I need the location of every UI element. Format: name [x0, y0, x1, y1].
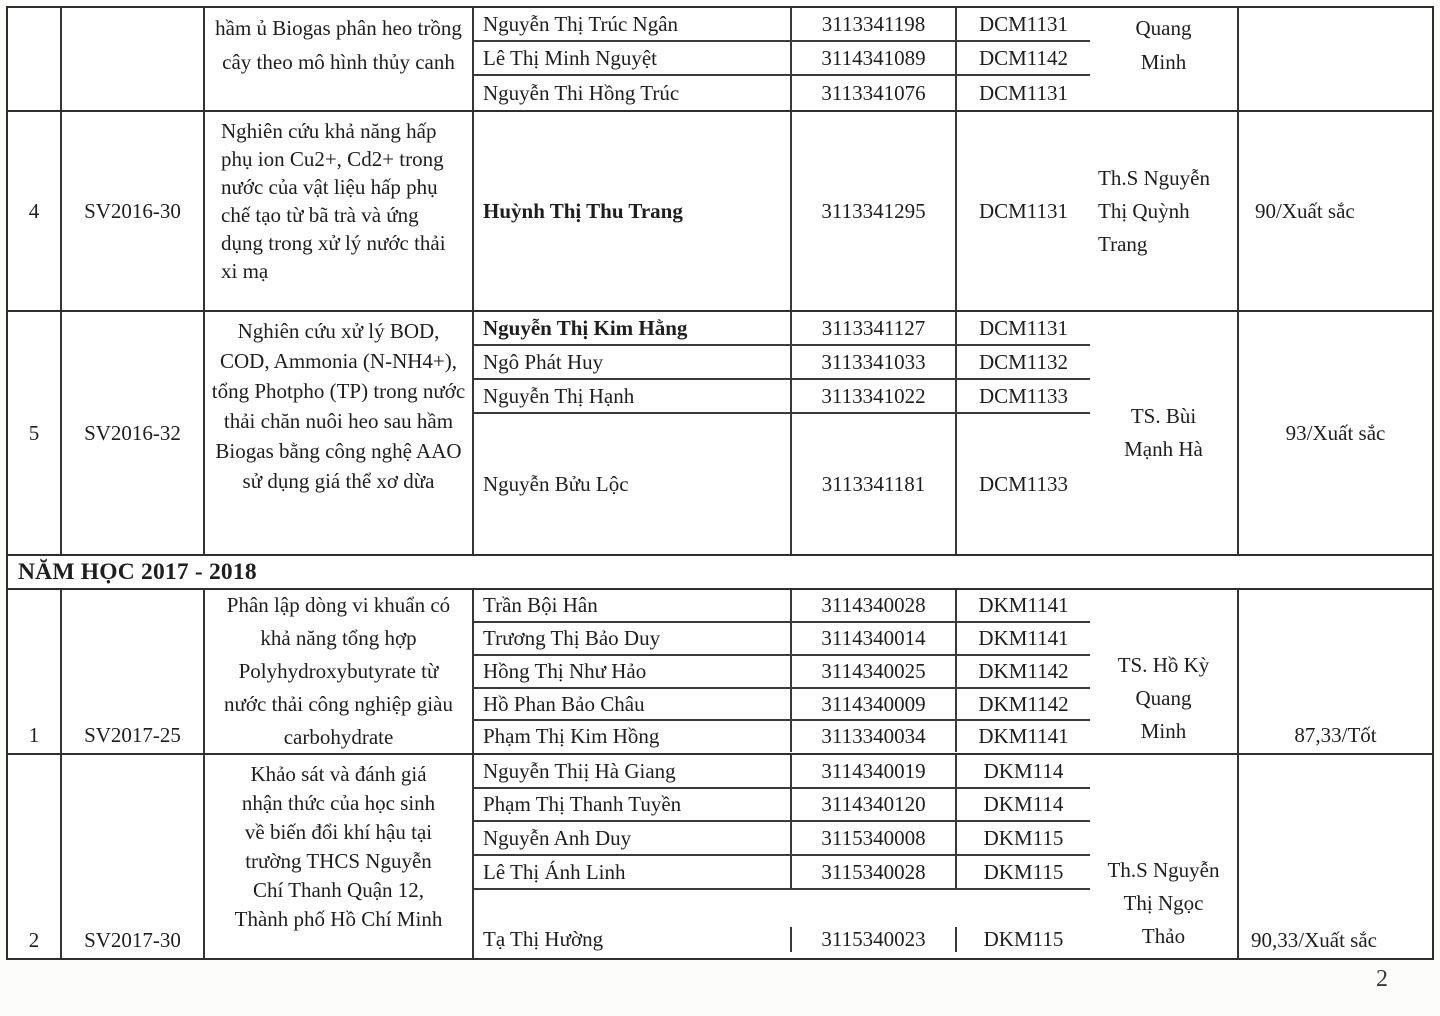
- section-header-row: [8, 556, 1432, 590]
- score-value: 93/Xuất sắc: [1285, 420, 1386, 445]
- student-name-cell: Phạm Thị Kim Hồng: [474, 721, 792, 752]
- student-name-cell: Tạ Thị Hường: [474, 927, 792, 952]
- table-row: [474, 789, 1090, 822]
- table-row: [474, 76, 1090, 110]
- advisor-name: Th.S Nguyễn Thị Quỳnh Trang: [1098, 165, 1210, 256]
- project-title-cell: [205, 312, 474, 554]
- class-code-cell: DKM115: [983, 859, 1064, 884]
- score-value: 90,33/Xuất sắc: [1251, 928, 1377, 952]
- table-row: [474, 590, 1090, 623]
- student-id-cell: 3113341127: [792, 312, 957, 344]
- score-cell: [1239, 755, 1432, 958]
- student-id-cell: 3114340009: [792, 689, 957, 719]
- table-row: [474, 890, 1090, 958]
- class-code-cell: DCM1131: [978, 80, 1069, 105]
- class-code-cell: DCM1142: [978, 45, 1069, 70]
- class-code-cell: DCM1132: [978, 349, 1069, 374]
- students-column: [474, 590, 1090, 753]
- project-block-2017-2: [8, 755, 1432, 958]
- student-id-cell: 3113340034: [792, 721, 957, 752]
- student-name-cell: Nguyễn Thị Trúc Ngân: [474, 8, 792, 40]
- student-id-cell: 3115340028: [792, 856, 957, 888]
- student-id-cell: 3113341181: [792, 414, 957, 554]
- student-name-cell: Nguyễn Anh Duy: [474, 822, 792, 854]
- project-title: Phân lập dòng vi khuẩn có khả năng tổng hợp Polyhydroxybutyrate từ nước thải công nghiệp giàu carbohydrate: [224, 593, 453, 749]
- class-code-cell: DKM1142: [978, 691, 1069, 716]
- project-block-5: [8, 312, 1432, 556]
- stt-cell: 1: [8, 590, 62, 753]
- student-name-cell: Ngô Phát Huy: [474, 346, 792, 378]
- score-cell: [1239, 8, 1432, 110]
- advisor-name: TS. Hồ Kỳ Quang Minh: [1117, 653, 1210, 743]
- advisor-name: Quang Minh: [1135, 16, 1192, 74]
- score-cell: [1239, 312, 1432, 554]
- score-value: 87,33/Tốt: [1294, 723, 1377, 747]
- project-block-4: [8, 112, 1432, 312]
- advisor-cell: [1090, 755, 1239, 958]
- class-code-cell: DKM115: [983, 825, 1064, 850]
- project-code-cell: SV2017-25: [62, 590, 205, 753]
- project-code-cell: SV2016-30: [62, 112, 205, 310]
- students-column: [474, 112, 1090, 310]
- class-code-cell: DKM1141: [978, 593, 1069, 617]
- stt-cell: 2: [8, 755, 62, 958]
- advisor-cell: [1090, 112, 1239, 310]
- class-code-cell: DKM115: [983, 927, 1064, 951]
- project-title-cell: [205, 590, 474, 753]
- student-name-cell: Nguyễn Thị Hạnh: [474, 380, 792, 412]
- table-row: [474, 8, 1090, 42]
- class-code-cell: DCM1131: [978, 198, 1069, 223]
- student-id-cell: 3115340023: [792, 927, 957, 952]
- advisor-cell: [1090, 8, 1239, 110]
- students-column: [474, 312, 1090, 554]
- class-code-cell: DCM1133: [978, 471, 1069, 496]
- student-id-cell: 3113341076: [792, 76, 957, 110]
- student-id-cell: 3114340014: [792, 623, 957, 654]
- student-id-cell: 3113341295: [792, 112, 957, 310]
- advisor-cell: [1090, 590, 1239, 753]
- student-name-cell: Hồng Thị Như Hảo: [474, 656, 792, 687]
- class-code-cell: DKM114: [983, 758, 1064, 783]
- student-id-cell: 3113341022: [792, 380, 957, 412]
- class-code-cell: DKM114: [983, 792, 1064, 816]
- student-id-cell: 3115340008: [792, 822, 957, 854]
- class-code-cell: DCM1131: [978, 315, 1069, 340]
- table-row: [474, 755, 1090, 789]
- table-row: [474, 42, 1090, 76]
- project-title: Nghiên cứu khả năng hấp phụ ion Cu2+, Cd2+ trong nước của vật liệu hấp phụ chế tạo từ bã trà và ứng dụng trong xử lý nước thải xi mạ: [221, 119, 446, 283]
- project-block-2017-1: [8, 590, 1432, 755]
- project-title-cell: [205, 112, 474, 310]
- student-id-cell: 3114340019: [792, 755, 957, 787]
- page-number: 2: [1376, 966, 1388, 992]
- score-cell: [1239, 112, 1432, 310]
- student-name-cell: Phạm Thị Thanh Tuyền: [474, 789, 792, 820]
- student-id-cell: 3113341033: [792, 346, 957, 378]
- table-row: [474, 623, 1090, 656]
- student-name-cell: Lê Thị Ánh Linh: [474, 856, 792, 888]
- project-code-cell: [62, 8, 205, 110]
- table-row: [474, 414, 1090, 554]
- student-id-cell: 3114340028: [792, 590, 957, 621]
- student-name-cell: Nguyễn Thi Hồng Trúc: [474, 76, 792, 110]
- project-title: Nghiên cứu xử lý BOD, COD, Ammonia (N-NH4+), tổng Photpho (TP) trong nước thải chăn nuôi heo sau hầm Biogas bằng công nghệ AAO sử dụng giá thể xơ dừa: [211, 319, 466, 493]
- project-title: hầm ủ Biogas phân heo trồng cây theo mô hình thủy canh: [215, 16, 462, 74]
- project-title: Khảo sát và đánh giá nhận thức của học sinh về biến đổi khí hậu tại trường THCS Nguyễn Chí Thanh Quận 12, Thành phố Hồ Chí Minh: [234, 762, 443, 931]
- stt-cell: [8, 8, 62, 110]
- students-column: [474, 755, 1090, 958]
- advisor-name: TS. Bùi Mạnh Hà: [1124, 404, 1203, 461]
- project-title-cell: [205, 8, 474, 110]
- class-code-cell: DKM1141: [978, 626, 1069, 650]
- class-code-cell: DKM1141: [978, 724, 1069, 748]
- student-id-cell: 3113341198: [792, 8, 957, 40]
- project-code-cell: SV2016-32: [62, 312, 205, 554]
- student-name-cell: Nguyễn Thiị Hà Giang: [474, 755, 792, 787]
- student-name-cell: Hồ Phan Bảo Châu: [474, 689, 792, 719]
- student-name-cell: Nguyễn Bửu Lộc: [474, 414, 792, 554]
- table-row: [474, 656, 1090, 689]
- student-name-cell: Huỳnh Thị Thu Trang: [474, 112, 792, 310]
- class-code-cell: DCM1133: [978, 383, 1069, 408]
- table-row: [474, 380, 1090, 414]
- student-name-cell: Lê Thị Minh Nguyệt: [474, 42, 792, 74]
- class-code-cell: DCM1131: [978, 11, 1069, 36]
- score-cell: [1239, 590, 1432, 753]
- students-column: [474, 8, 1090, 110]
- student-id-cell: 3114340120: [792, 789, 957, 820]
- student-id-cell: 3114341089: [792, 42, 957, 74]
- student-name-cell: Trương Thị Bảo Duy: [474, 623, 792, 654]
- table-row: [474, 346, 1090, 380]
- section-header-text: NĂM HỌC 2017 - 2018: [18, 558, 257, 585]
- student-name-cell: Nguyễn Thị Kim Hằng: [474, 312, 792, 344]
- table-row: [474, 312, 1090, 346]
- project-title-cell: [205, 755, 474, 958]
- advisor-name: Th.S Nguyễn Thị Ngọc Thảo: [1107, 858, 1220, 948]
- stt-cell: 4: [8, 112, 62, 310]
- score-value: 90/Xuất sắc: [1255, 198, 1355, 223]
- table-row: [474, 822, 1090, 856]
- research-projects-table: [6, 6, 1434, 960]
- project-code-cell: SV2017-30: [62, 755, 205, 958]
- advisor-cell: [1090, 312, 1239, 554]
- table-row: [474, 689, 1090, 721]
- project-block-continued: [8, 8, 1432, 112]
- student-id-cell: 3114340025: [792, 656, 957, 687]
- table-row: [474, 721, 1090, 752]
- class-code-cell: DKM1142: [978, 659, 1069, 683]
- stt-cell: 5: [8, 312, 62, 554]
- table-row: [474, 112, 1090, 310]
- table-row: [474, 856, 1090, 890]
- student-name-cell: Trần Bội Hân: [474, 590, 792, 621]
